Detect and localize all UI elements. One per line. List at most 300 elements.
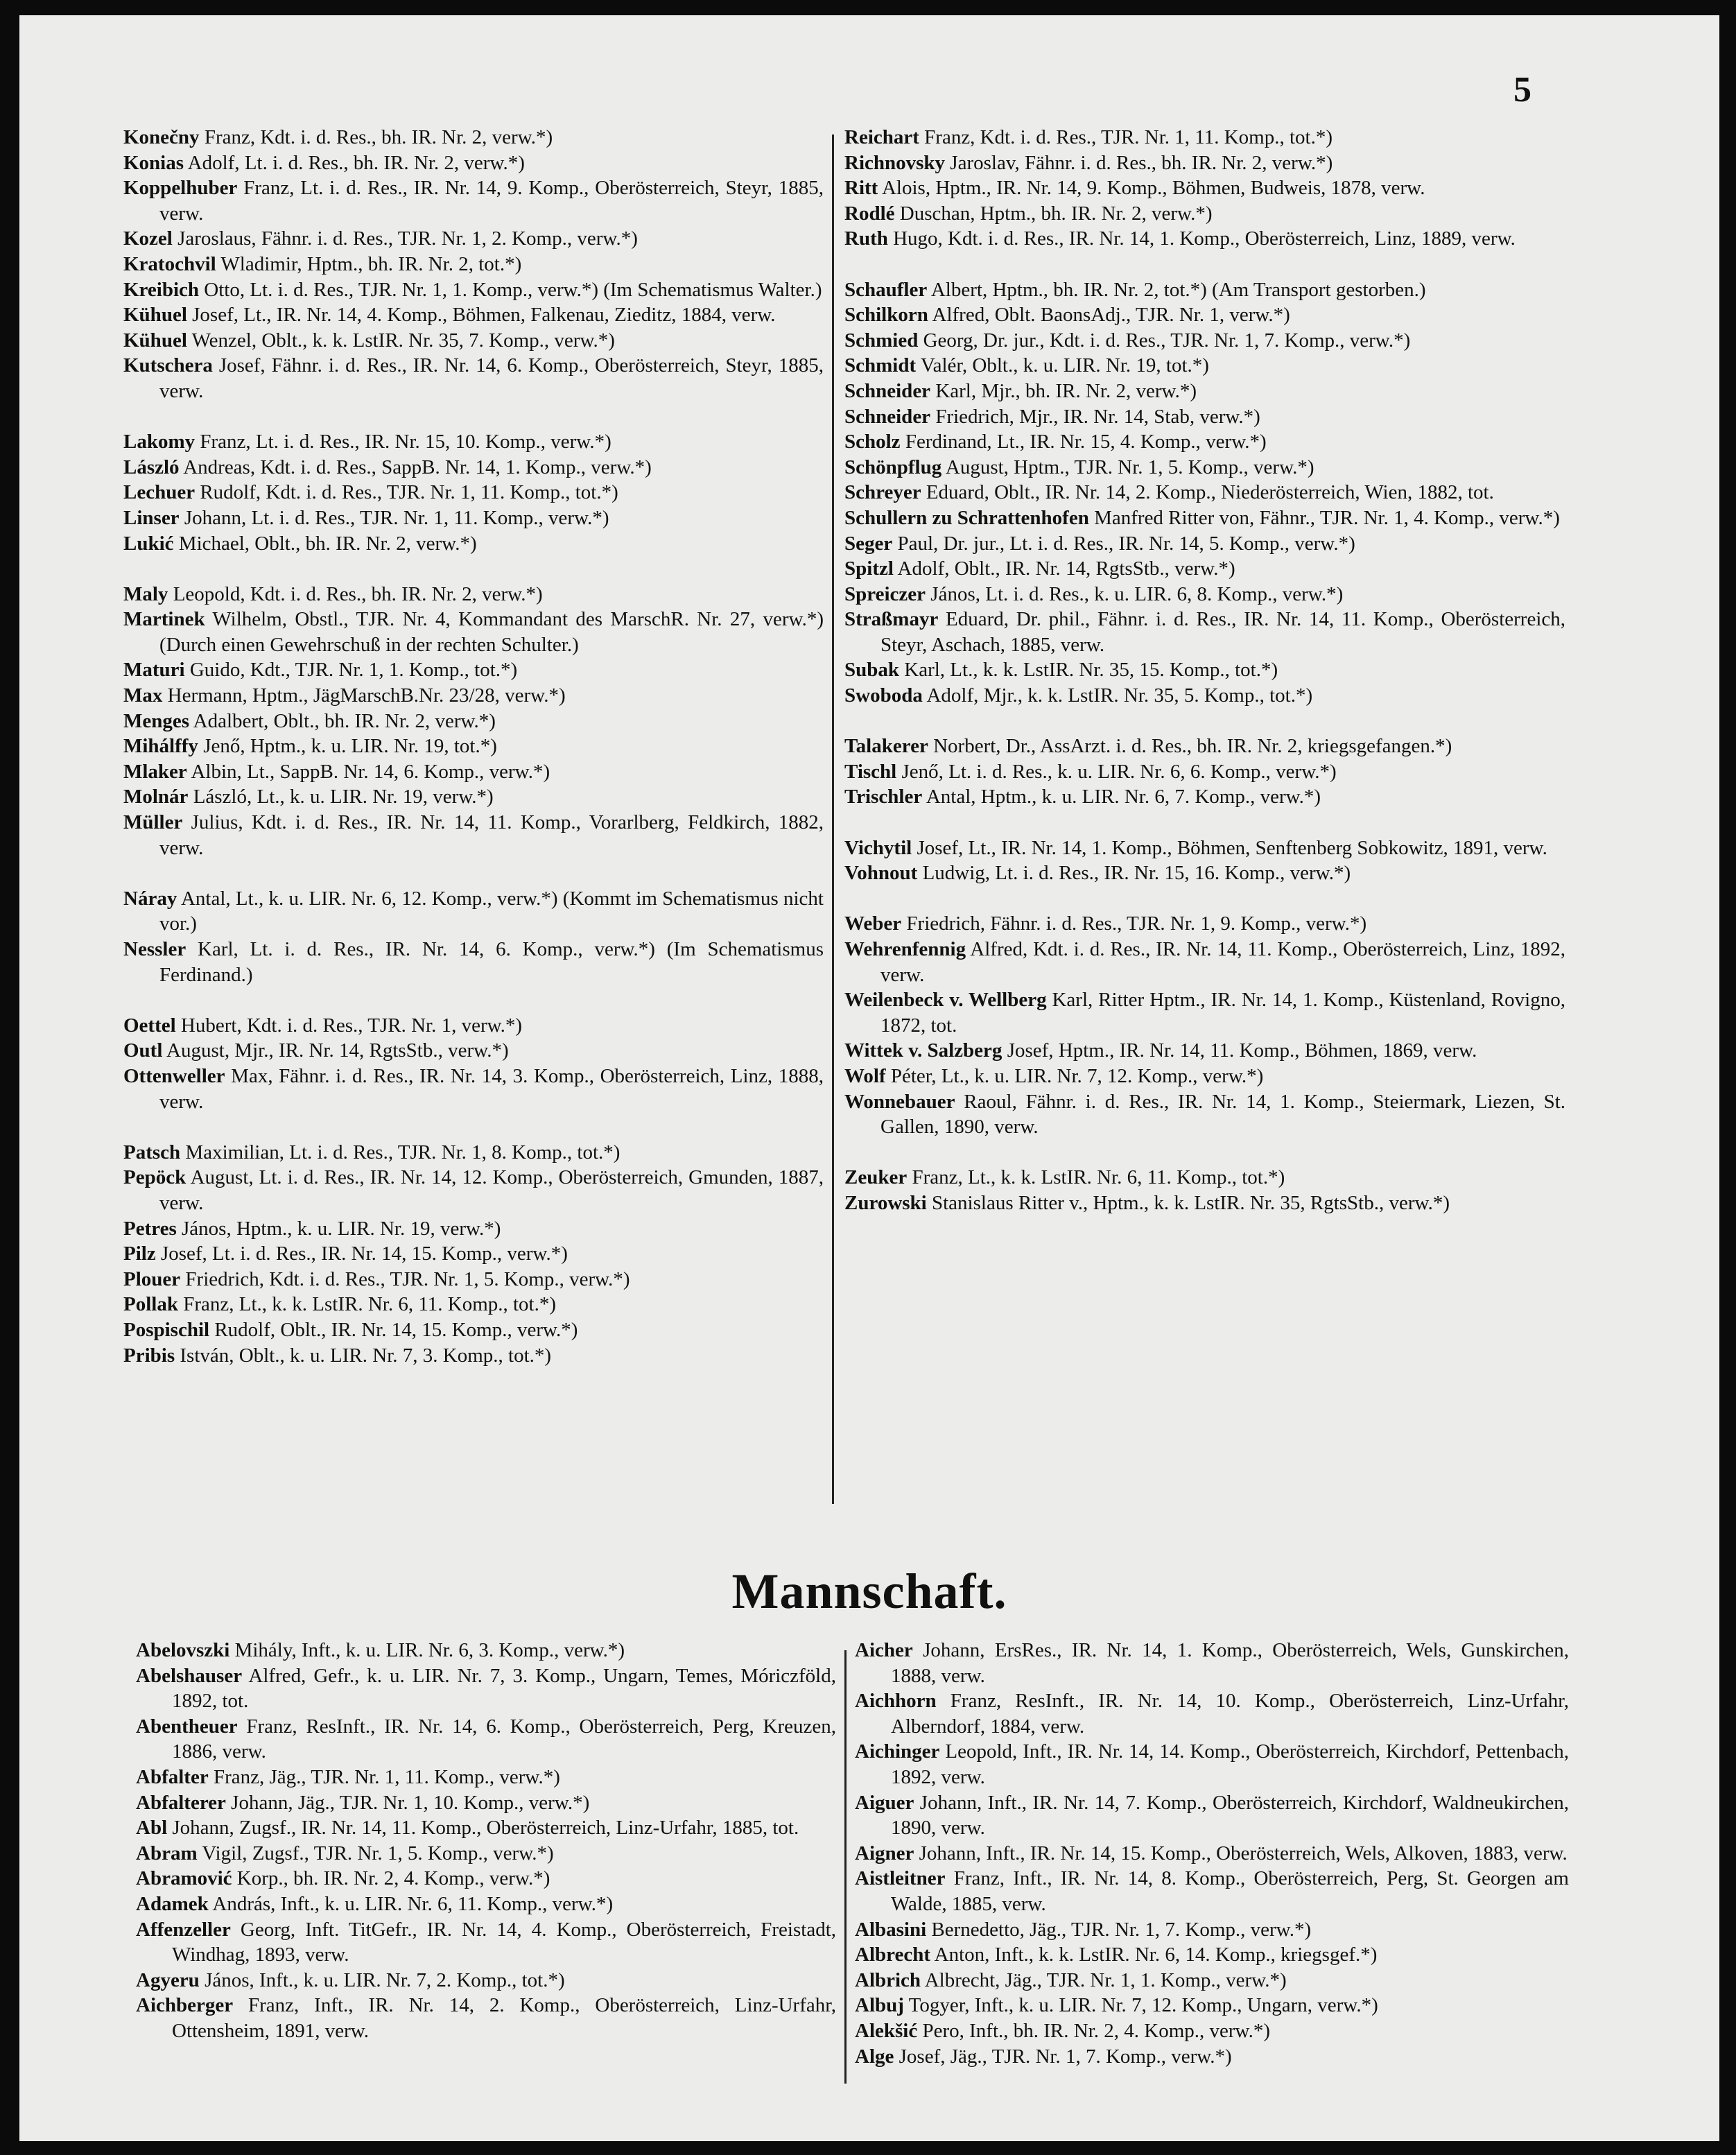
entry-details: Johann, Zugsf., IR. Nr. 14, 11. Komp., Oberösterreich, Linz-Urfahr, 1885, tot.: [167, 1817, 799, 1840]
list-entry: [123, 784, 824, 810]
list-entry: [844, 1089, 1565, 1140]
entry-details: Julius, Kdt. i. d. Res., IR. Nr. 14, 11. Komp., Vorarlberg, Feldkirch, 1882, verw.: [159, 811, 824, 859]
letter-group: [844, 836, 1565, 886]
entry-surname: Abfalterer: [136, 1791, 226, 1814]
list-entry: [123, 937, 824, 987]
entry-details: Valér, Oblt., k. u. LIR. Nr. 19, tot.*): [916, 354, 1209, 377]
entry-surname: Max: [123, 684, 163, 707]
entry-surname: Petres: [123, 1217, 177, 1240]
list-entry: [123, 759, 824, 785]
list-entry: [123, 1216, 824, 1242]
list-entry: [855, 1841, 1569, 1867]
entry-surname: Scholz: [844, 431, 901, 453]
entry-surname: Náray: [123, 887, 177, 910]
letter-group: [123, 582, 824, 861]
entry-details: Togyer, Inft., k. u. LIR. Nr. 7, 12. Komp., Ungarn, verw.*): [903, 1994, 1378, 2017]
entry-details: Jaroslav, Fähnr. i. d. Res., bh. IR. Nr. 2, verw.*): [945, 151, 1333, 174]
letter-group: [123, 125, 824, 404]
entry-details: Vigil, Zugsf., TJR. Nr. 1, 5. Komp., verw.*): [197, 1842, 554, 1864]
entry-surname: Koppelhuber: [123, 177, 238, 200]
list-entry: [844, 404, 1565, 430]
list-entry: [855, 1917, 1569, 1943]
mannschaft-right-column: [855, 1638, 1569, 2069]
entry-surname: Konias: [123, 151, 184, 174]
entry-surname: Maturi: [123, 659, 185, 682]
entry-surname: Adamek: [136, 1892, 209, 1915]
list-entry: [844, 759, 1565, 785]
entry-surname: Albasini: [855, 1918, 927, 1941]
list-entry: [844, 1064, 1565, 1089]
entry-surname: Spitzl: [844, 557, 894, 580]
entry-details: Albin, Lt., SappB. Nr. 14, 6. Komp., verw.*): [186, 760, 550, 783]
entry-details: Georg, Dr. jur., Kdt. i. d. Res., TJR. Nr. 1, 7. Komp., verw.*): [918, 329, 1411, 352]
entry-details: Franz, Lt., k. k. LstIR. Nr. 6, 11. Komp., tot.*): [907, 1166, 1285, 1189]
entry-surname: Patsch: [123, 1141, 181, 1163]
entry-details: Manfred Ritter von, Fähnr., TJR. Nr. 1, 4. Komp., verw.*): [1088, 506, 1560, 529]
entry-details: Wladimir, Hptm., bh. IR. Nr. 2, tot.*): [216, 252, 522, 275]
entry-details: Johann, Inft., IR. Nr. 14, 7. Komp., Oberösterreich, Kirchdorf, Waldneukirchen, 1890, verw.: [891, 1791, 1569, 1840]
list-entry: [844, 657, 1565, 683]
entry-details: Maximilian, Lt. i. d. Res., TJR. Nr. 1, 8. Komp., tot.*): [180, 1141, 620, 1163]
list-entry: [844, 505, 1565, 531]
entry-details: Josef, Lt., IR. Nr. 14, 1. Komp., Böhmen, Senftenberg Sobkowitz, 1891, verw.: [912, 836, 1547, 859]
entry-surname: Albrich: [855, 1968, 921, 1991]
list-entry: [844, 784, 1565, 810]
entry-details: Josef, Fähnr. i. d. Res., IR. Nr. 14, 6. Komp., Oberösterreich, Steyr, 1885, verw.: [159, 354, 824, 402]
list-entry: [855, 1739, 1569, 1790]
entry-surname: Abelovszki: [136, 1639, 230, 1661]
entry-details: Paul, Dr. jur., Lt. i. d. Res., IR. Nr. 14, 5. Komp., verw.*): [892, 532, 1355, 555]
entry-details: Wenzel, Oblt., k. k. LstIR. Nr. 35, 7. Komp., verw.*): [186, 329, 615, 352]
letter-group: [844, 1165, 1565, 1215]
entry-surname: Molnár: [123, 786, 189, 808]
list-entry: [123, 429, 824, 455]
entry-details: Karl, Ritter Hptm., IR. Nr. 14, 1. Komp., Küstenland, Rovigno, 1872, tot.: [880, 989, 1565, 1037]
list-entry: [855, 1993, 1569, 2018]
entry-details: Antal, Hptm., k. u. LIR. Nr. 6, 7. Komp., verw.*): [922, 786, 1321, 808]
entry-surname: Schreyer: [844, 481, 921, 504]
entry-details: Adalbert, Oblt., bh. IR. Nr. 2, verw.*): [189, 709, 496, 732]
entry-details: Josef, Lt. i. d. Res., IR. Nr. 14, 15. Komp., verw.*): [155, 1243, 568, 1265]
entry-surname: Wolf: [844, 1064, 886, 1087]
letter-group: [844, 277, 1565, 709]
entry-surname: Trischler: [844, 786, 923, 808]
entry-surname: Rodlé: [844, 202, 895, 225]
entry-details: Georg, Inft. TitGefr., IR. Nr. 14, 4. Komp., Oberösterreich, Freistadt, Windhag, 1893, verw.: [172, 1918, 836, 1966]
entry-surname: Pepöck: [123, 1166, 186, 1189]
list-entry: [136, 1638, 836, 1663]
entry-surname: Albuj: [855, 1994, 904, 2017]
list-entry: [123, 1165, 824, 1215]
list-entry: [136, 1815, 836, 1841]
entry-surname: Schilkorn: [844, 304, 928, 327]
entry-details: Norbert, Dr., AssArzt. i. d. Res., bh. IR. Nr. 2, kriegsgefangen.*): [928, 735, 1452, 758]
entry-surname: Richnovsky: [844, 151, 946, 174]
entry-surname: Straßmayr: [844, 608, 939, 631]
entry-details: Péter, Lt., k. u. LIR. Nr. 7, 12. Komp., verw.*): [885, 1064, 1264, 1087]
entry-surname: Alekšić: [855, 2019, 918, 2042]
list-entry: [123, 1038, 824, 1064]
list-entry: [123, 455, 824, 481]
list-entry: [136, 1892, 836, 1917]
list-entry: [123, 582, 824, 607]
entry-details: Andreas, Kdt. i. d. Res., SappB. Nr. 14, 1. Komp., verw.*): [179, 456, 652, 478]
entry-details: Franz, Kdt. i. d. Res., TJR. Nr. 1, 11. Komp., tot.*): [919, 126, 1333, 148]
letter-group: [123, 429, 824, 556]
entry-surname: Affenzeller: [136, 1918, 231, 1941]
list-entry: [844, 734, 1565, 759]
list-entry: [123, 302, 824, 328]
entry-details: Antal, Lt., k. u. LIR. Nr. 6, 12. Komp., verw.*) (Kommt im Schematismus nicht vor.): [159, 887, 824, 935]
entry-surname: Kutschera: [123, 354, 213, 377]
entry-details: Anton, Inft., k. k. LstIR. Nr. 6, 14. Komp., kriegsgef.*): [930, 1944, 1378, 1966]
list-entry: [844, 1165, 1565, 1191]
entry-details: Franz, Inft., IR. Nr. 14, 8. Komp., Oberösterreich, Perg, St. Georgen am Walde, 1885, verw.: [891, 1867, 1569, 1915]
entry-details: Alfred, Kdt. i. d. Res., IR. Nr. 14, 11. Komp., Oberösterreich, Linz, 1892, verw.: [880, 938, 1565, 986]
list-entry: [136, 1917, 836, 1968]
entry-details: Josef, Jäg., TJR. Nr. 1, 7. Komp., verw.*): [894, 2045, 1232, 2068]
entry-details: Rudolf, Kdt. i. d. Res., TJR. Nr. 1, 11. Komp., tot.*): [195, 481, 618, 504]
entry-surname: Schullern zu Schrattenhofen: [844, 506, 1089, 529]
list-entry: [123, 734, 824, 759]
column-divider-bottom: [844, 1650, 847, 2084]
list-entry: [844, 226, 1565, 252]
list-entry: [123, 810, 824, 860]
entry-details: Leopold, Kdt. i. d. Res., bh. IR. Nr. 2, verw.*): [168, 582, 543, 605]
entry-surname: Schneider: [844, 379, 931, 402]
entry-surname: Seger: [844, 532, 893, 555]
entry-details: Franz, ResInft., IR. Nr. 14, 10. Komp., Oberösterreich, Linz-Urfahr, Alberndorf, 1884, verw.: [891, 1690, 1569, 1738]
entry-surname: Wonnebauer: [844, 1090, 955, 1113]
entry-details: Korp., bh. IR. Nr. 2, 4. Komp., verw.*): [232, 1867, 550, 1890]
list-entry: [136, 1790, 836, 1816]
list-entry: [855, 1688, 1569, 1739]
entry-surname: Schaufler: [844, 278, 928, 301]
entry-surname: Aigner: [855, 1842, 914, 1864]
entry-details: August, Mjr., IR. Nr. 14, RgtsStb., verw.*): [162, 1039, 509, 1062]
entry-surname: Mlaker: [123, 760, 187, 783]
list-entry: [844, 379, 1565, 404]
list-entry: [844, 1191, 1565, 1216]
list-entry: [844, 353, 1565, 379]
list-entry: [844, 1038, 1565, 1064]
entry-surname: Aichberger: [136, 1994, 234, 2017]
entry-surname: László: [123, 456, 180, 478]
entry-surname: Kühuel: [123, 304, 187, 327]
entry-details: Franz, Lt. i. d. Res., IR. Nr. 15, 10. Komp., verw.*): [195, 431, 611, 453]
entry-details: Raoul, Fähnr. i. d. Res., IR. Nr. 14, 1. Komp., Steiermark, Liezen, St. Gallen, 1890, verw.: [880, 1090, 1565, 1139]
list-entry: [123, 657, 824, 683]
list-entry: [123, 353, 824, 404]
entry-details: János, Lt. i. d. Res., k. u. LIR. 6, 8. Komp., verw.*): [926, 582, 1344, 605]
entry-surname: Müller: [123, 811, 183, 834]
entry-details: Hermann, Hptm., JägMarschB.Nr. 23/28, verw.*): [162, 684, 566, 707]
list-entry: [123, 1064, 824, 1114]
entry-details: János, Hptm., k. u. LIR. Nr. 19, verw.*): [176, 1217, 501, 1240]
entry-surname: Aiguer: [855, 1791, 914, 1814]
entry-surname: Abram: [136, 1842, 198, 1864]
entry-details: István, Oblt., k. u. LIR. Nr. 7, 3. Komp., tot.*): [175, 1344, 552, 1367]
entry-details: László, Lt., k. u. LIR. Nr. 19, verw.*): [188, 786, 494, 808]
column-divider-top: [832, 135, 834, 1504]
entry-details: Johann, Lt. i. d. Res., TJR. Nr. 1, 11. Komp., verw.*): [179, 506, 609, 529]
entry-surname: Spreiczer: [844, 582, 926, 605]
list-entry: [136, 1714, 836, 1765]
entry-details: Max, Fähnr. i. d. Res., IR. Nr. 14, 3. Komp., Oberösterreich, Linz, 1888, verw.: [159, 1064, 824, 1113]
entry-details: János, Inft., k. u. LIR. Nr. 7, 2. Komp., tot.*): [199, 1968, 565, 1991]
list-entry: [844, 302, 1565, 328]
entry-details: Josef, Lt., IR. Nr. 14, 4. Komp., Böhmen, Falkenau, Zieditz, 1884, verw.: [186, 304, 776, 327]
list-entry: [136, 1993, 836, 2043]
list-entry: [136, 1866, 836, 1892]
entry-details: Leopold, Inft., IR. Nr. 14, 14. Komp., Oberösterreich, Kirchdorf, Pettenbach, 1892, verw.: [891, 1740, 1569, 1788]
entry-surname: Schneider: [844, 405, 931, 428]
entry-details: Jenő, Lt. i. d. Res., k. u. LIR. Nr. 6, 6. Komp., verw.*): [896, 760, 1337, 783]
entry-surname: Menges: [123, 709, 190, 732]
entry-details: Franz, Lt. i. d. Res., IR. Nr. 14, 9. Komp., Oberösterreich, Steyr, 1885, verw.: [159, 177, 824, 225]
entry-details: Mihály, Inft., k. u. LIR. Nr. 6, 3. Komp., verw.*): [229, 1639, 625, 1661]
entry-details: Alfred, Gefr., k. u. LIR. Nr. 7, 3. Komp., Ungarn, Temes, Móriczföld, 1892, tot.: [172, 1664, 836, 1713]
entry-surname: Linser: [123, 506, 180, 529]
letter-group: [123, 1013, 824, 1114]
entry-details: Friedrich, Fähnr. i. d. Res., TJR. Nr. 1, 9. Komp., verw.*): [901, 912, 1367, 935]
entry-surname: Kratochvil: [123, 252, 216, 275]
entry-surname: Swoboda: [844, 684, 923, 707]
entry-details: August, Lt. i. d. Res., IR. Nr. 14, 12. Komp., Oberösterreich, Gmunden, 1887, verw.: [159, 1166, 824, 1214]
entry-details: Duschan, Hptm., bh. IR. Nr. 2, verw.*): [894, 202, 1213, 225]
entry-surname: Lukić: [123, 532, 174, 555]
entry-details: Franz, Kdt. i. d. Res., bh. IR. Nr. 2, verw.*): [199, 126, 553, 148]
entry-details: Johann, ErsRes., IR. Nr. 14, 1. Komp., Oberösterreich, Wels, Gunskirchen, 1888, verw.: [891, 1639, 1569, 1687]
list-entry: [123, 1140, 824, 1166]
entry-details: Eduard, Dr. phil., Fähnr. i. d. Res., IR. Nr. 14, 11. Komp., Oberösterreich, Steyr, Aschach, 1885, verw.: [880, 608, 1565, 656]
entry-details: Stanislaus Ritter v., Hptm., k. k. LstIR. Nr. 35, RgtsStb., verw.*): [926, 1191, 1450, 1214]
list-entry: [844, 328, 1565, 354]
entry-surname: Aicher: [855, 1639, 913, 1661]
entry-details: Johann, Jäg., TJR. Nr. 1, 10. Komp., verw.*): [225, 1791, 590, 1814]
entry-surname: Aichinger: [855, 1740, 940, 1763]
entry-details: Rudolf, Oblt., IR. Nr. 14, 15. Komp., verw.*): [209, 1318, 578, 1341]
entry-surname: Pribis: [123, 1344, 175, 1367]
list-entry: [123, 607, 824, 657]
entry-details: Friedrich, Kdt. i. d. Res., TJR. Nr. 1, 5. Komp., verw.*): [180, 1267, 630, 1290]
entry-details: Albert, Hptm., bh. IR. Nr. 2, tot.*) (Am Transport gestorben.): [927, 278, 1426, 301]
entry-surname: Lechuer: [123, 481, 196, 504]
list-entry: [844, 175, 1565, 201]
list-entry: [123, 480, 824, 505]
list-entry: [123, 1013, 824, 1039]
list-entry: [123, 505, 824, 531]
entry-surname: Zeuker: [844, 1166, 908, 1189]
entry-surname: Schmied: [844, 329, 919, 352]
officers-left-column: [123, 125, 824, 1394]
list-entry: [844, 125, 1565, 150]
entry-surname: Weilenbeck v. Wellberg: [844, 989, 1047, 1012]
entry-details: Friedrich, Mjr., IR. Nr. 14, Stab, verw.*): [930, 405, 1260, 428]
list-entry: [136, 1765, 836, 1790]
entry-surname: Weber: [844, 912, 902, 935]
list-entry: [123, 531, 824, 557]
list-entry: [844, 531, 1565, 557]
entry-details: Pero, Inft., bh. IR. Nr. 2, 4. Komp., verw.*): [917, 2019, 1270, 2042]
list-entry: [844, 429, 1565, 455]
entry-details: Alois, Hptm., IR. Nr. 14, 9. Komp., Böhmen, Budweis, 1878, verw.: [878, 177, 1425, 200]
entry-details: Karl, Lt. i. d. Res., IR. Nr. 14, 6. Komp., verw.*) (Im Schematismus Ferdinand.): [159, 938, 824, 986]
list-entry: [855, 1638, 1569, 1688]
entry-surname: Abfalter: [136, 1765, 209, 1788]
entry-surname: Schönpflug: [844, 456, 942, 478]
entry-surname: Nessler: [123, 938, 186, 960]
entry-details: Jaroslaus, Fähnr. i. d. Res., TJR. Nr. 1, 2. Komp., verw.*): [172, 227, 638, 250]
entry-details: Josef, Hptm., IR. Nr. 14, 11. Komp., Böhmen, 1869, verw.: [1002, 1039, 1477, 1062]
entry-surname: Kreibich: [123, 278, 200, 301]
letter-group: [844, 734, 1565, 810]
list-entry: [123, 175, 824, 226]
entry-surname: Oettel: [123, 1014, 176, 1037]
entry-surname: Pilz: [123, 1243, 156, 1265]
list-entry: [844, 937, 1565, 987]
entry-details: Adolf, Lt. i. d. Res., bh. IR. Nr. 2, verw.*): [184, 151, 525, 174]
list-entry: [844, 455, 1565, 481]
list-entry: [844, 556, 1565, 582]
list-entry: [123, 252, 824, 277]
entry-details: András, Inft., k. u. LIR. Nr. 6, 11. Komp., verw.*): [208, 1892, 614, 1915]
entry-surname: Abramović: [136, 1867, 232, 1890]
list-entry: [844, 911, 1565, 937]
entry-surname: Lakomy: [123, 431, 196, 453]
list-entry: [844, 582, 1565, 607]
entry-details: Franz, Inft., IR. Nr. 14, 2. Komp., Oberösterreich, Linz-Urfahr, Ottensheim, 1891, verw.: [172, 1994, 836, 2042]
entry-details: Albrecht, Jäg., TJR. Nr. 1, 1. Komp., verw.*): [921, 1968, 1287, 1991]
entry-surname: Kühuel: [123, 329, 187, 352]
letter-group: [123, 886, 824, 987]
entry-surname: Zurowski: [844, 1191, 927, 1214]
entry-surname: Outl: [123, 1039, 163, 1062]
entry-surname: Aistleitner: [855, 1867, 946, 1890]
letter-group: [844, 125, 1565, 252]
letter-group: [123, 1140, 824, 1368]
entry-surname: Maly: [123, 582, 168, 605]
officers-right-column: [844, 125, 1565, 1241]
entry-details: Hubert, Kdt. i. d. Res., TJR. Nr. 1, verw.*): [175, 1014, 523, 1037]
entry-details: Eduard, Oblt., IR. Nr. 14, 2. Komp., Niederösterreich, Wien, 1882, tot.: [921, 481, 1494, 504]
section-title: Mannschaft.: [731, 1564, 1007, 1619]
list-entry: [136, 1663, 836, 1714]
entry-surname: Albrecht: [855, 1944, 931, 1966]
entry-surname: Wehrenfennig: [844, 938, 966, 960]
entry-details: Karl, Lt., k. k. LstIR. Nr. 35, 15. Komp., tot.*): [899, 659, 1278, 682]
entry-surname: Reichart: [844, 126, 919, 148]
entry-surname: Aichhorn: [855, 1690, 937, 1713]
list-entry: [136, 1968, 836, 1993]
entry-surname: Abelshauser: [136, 1664, 243, 1687]
entry-details: Franz, Lt., k. k. LstIR. Nr. 6, 11. Komp., tot.*): [177, 1293, 557, 1316]
list-entry: [855, 1790, 1569, 1841]
entry-details: Adolf, Oblt., IR. Nr. 14, RgtsStb., verw.*): [893, 557, 1235, 580]
entry-surname: Subak: [844, 659, 900, 682]
list-entry: [123, 150, 824, 176]
list-entry: [123, 1317, 824, 1343]
list-entry: [123, 1292, 824, 1317]
entry-details: Bernedetto, Jäg., TJR. Nr. 1, 7. Komp., verw.*): [926, 1918, 1312, 1941]
entry-surname: Ruth: [844, 227, 888, 250]
entry-surname: Abl: [136, 1817, 168, 1840]
list-entry: [123, 328, 824, 354]
entry-surname: Ritt: [844, 177, 878, 200]
list-entry: [136, 1841, 836, 1867]
entry-surname: Wittek v. Salzberg: [844, 1039, 1002, 1062]
list-entry: [123, 1343, 824, 1369]
entry-surname: Talakerer: [844, 735, 928, 758]
list-entry: [855, 1866, 1569, 1916]
entry-details: Franz, ResInft., IR. Nr. 14, 6. Komp., Oberösterreich, Perg, Kreuzen, 1886, verw.: [172, 1715, 836, 1763]
list-entry: [855, 2044, 1569, 2070]
entry-details: Jenő, Hptm., k. u. LIR. Nr. 19, tot.*): [198, 735, 497, 758]
entry-details: Hugo, Kdt. i. d. Res., IR. Nr. 14, 1. Komp., Oberösterreich, Linz, 1889, verw.: [887, 227, 1516, 250]
entry-surname: Pospischil: [123, 1318, 210, 1341]
entry-details: Otto, Lt. i. d. Res., TJR. Nr. 1, 1. Komp., verw.*) (Im Schematismus Walter.): [199, 278, 822, 301]
list-entry: [123, 709, 824, 734]
list-entry: [844, 277, 1565, 303]
list-entry: [844, 683, 1565, 709]
list-entry: [123, 1267, 824, 1292]
entry-surname: Plouer: [123, 1267, 181, 1290]
entry-details: Adolf, Mjr., k. k. LstIR. Nr. 35, 5. Komp., tot.*): [922, 684, 1313, 707]
list-entry: [123, 125, 824, 150]
entry-surname: Vohnout: [844, 862, 918, 885]
list-entry: [844, 201, 1565, 227]
entry-surname: Ottenweller: [123, 1064, 225, 1087]
entry-details: Guido, Kdt., TJR. Nr. 1, 1. Komp., tot.*): [184, 659, 518, 682]
list-entry: [844, 987, 1565, 1038]
entry-surname: Konečny: [123, 126, 200, 148]
entry-details: Ludwig, Lt. i. d. Res., IR. Nr. 15, 16. Komp., verw.*): [917, 862, 1351, 885]
list-entry: [123, 886, 824, 937]
entry-surname: Mihálffy: [123, 735, 198, 758]
entry-surname: Tischl: [844, 760, 897, 783]
entry-details: Johann, Inft., IR. Nr. 14, 15. Komp., Oberösterreich, Wels, Alkoven, 1883, verw.: [914, 1842, 1568, 1864]
letter-group: [844, 911, 1565, 1139]
entry-details: August, Hptm., TJR. Nr. 1, 5. Komp., verw.*): [941, 456, 1314, 478]
list-entry: [844, 480, 1565, 505]
list-entry: [844, 860, 1565, 886]
list-entry: [123, 1241, 824, 1267]
list-entry: [855, 1942, 1569, 1968]
entry-surname: Vichytil: [844, 836, 912, 859]
list-entry: [844, 607, 1565, 657]
list-entry: [855, 2018, 1569, 2044]
list-entry: [855, 1968, 1569, 1993]
entry-details: Franz, Jäg., TJR. Nr. 1, 11. Komp., verw.*): [208, 1765, 560, 1788]
list-entry: [844, 836, 1565, 861]
entry-surname: Schmidt: [844, 354, 917, 377]
entry-surname: Pollak: [123, 1293, 178, 1316]
entry-surname: Kozel: [123, 227, 173, 250]
list-entry: [844, 150, 1565, 176]
entry-surname: Abentheuer: [136, 1715, 238, 1738]
page-number: 5: [1513, 70, 1531, 110]
entry-surname: Martinek: [123, 608, 205, 631]
entry-surname: Agyeru: [136, 1968, 200, 1991]
entry-details: Wilhelm, Obstl., TJR. Nr. 4, Kommandant des MarschR. Nr. 27, verw.*) (Durch einen Gewehrschuß in der rechten Schulter.): [159, 608, 824, 656]
list-entry: [123, 683, 824, 709]
document-page: [19, 15, 1719, 2141]
mannschaft-left-column: [136, 1638, 836, 2044]
entry-details: Michael, Oblt., bh. IR. Nr. 2, verw.*): [173, 532, 477, 555]
entry-details: Alfred, Oblt. BaonsAdj., TJR. Nr. 1, verw.*): [928, 304, 1290, 327]
list-entry: [123, 277, 824, 303]
list-entry: [123, 226, 824, 252]
